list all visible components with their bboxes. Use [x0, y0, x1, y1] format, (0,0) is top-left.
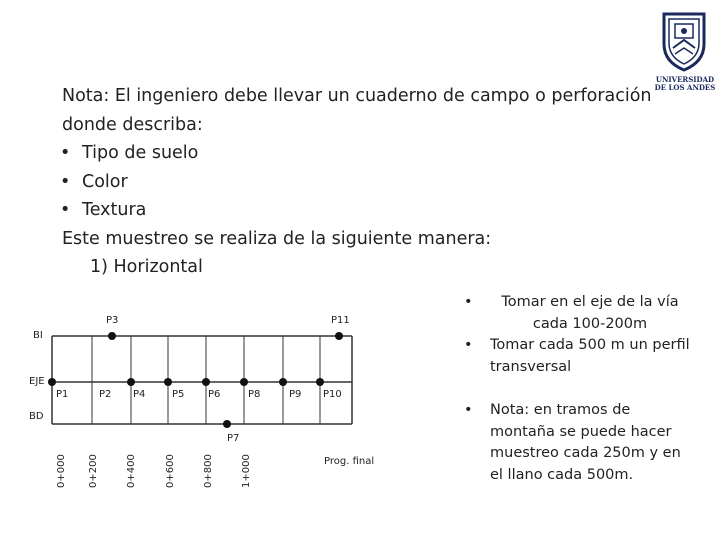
note-intro-line1: Nota: El ingeniero debe llevar un cuaderno de campo o perforación: [62, 86, 652, 106]
field-notebook-note: [62, 82, 652, 282]
bullet-text: Textura: [82, 200, 147, 220]
point-p7: [223, 420, 231, 428]
point-p11: [335, 332, 343, 340]
logo-name-line1: UNIVERSIDAD: [655, 75, 715, 84]
station-label: 0+200: [88, 454, 99, 488]
sampling-diagram: [0, 300, 460, 500]
point-p8: [240, 378, 248, 386]
station-label: 0+800: [203, 454, 214, 488]
note-numbered-item: 1) Horizontal: [90, 257, 203, 277]
point-p5: [164, 378, 172, 386]
bi-label: BI: [33, 330, 43, 341]
university-logo: [654, 10, 714, 100]
university-crest-icon: [658, 10, 710, 72]
point-label-p4: P4: [133, 389, 146, 400]
bullet-text: Tipo de suelo: [82, 143, 199, 163]
point-label-p8: P8: [248, 389, 261, 400]
right-note-text: Nota: en tramos de montaña se puede hacer muestreo cada 250m y en el llano cada 500m.: [490, 402, 681, 483]
point-label-p2: P2: [99, 389, 112, 400]
right-note-group-1: [464, 292, 690, 378]
bullet-item: • Tipo de suelo: [60, 143, 199, 163]
bullet-item: • Color: [60, 171, 128, 192]
right-note-item: • Tomar en el eje de la vía cada 100-200m: [464, 294, 679, 332]
eje-label: EJE: [29, 376, 45, 387]
right-note-text: Tomar en el eje de la vía cada 100-200m: [501, 294, 679, 332]
right-note-group-2: [464, 400, 686, 486]
point-p9: [279, 378, 287, 386]
point-label-p3: P3: [106, 315, 119, 326]
right-note-text: Tomar cada 500 m un perfil transversal: [490, 337, 690, 375]
right-note-item: • Tomar cada 500 m un perfil transversal: [464, 337, 690, 375]
note-after-line: Este muestreo se realiza de la siguiente manera:: [62, 228, 492, 249]
station-label: 0+000: [56, 454, 67, 488]
end-label: Prog. final: [324, 456, 375, 467]
point-p6: [202, 378, 210, 386]
point-label-p10: P10: [323, 389, 342, 400]
point-p10: [316, 378, 324, 386]
station-label: 1+000: [241, 454, 252, 488]
bullet-item: • Textura: [60, 200, 147, 220]
point-p4: [127, 378, 135, 386]
station-label: 0+600: [165, 454, 176, 488]
bullet-text: Color: [82, 171, 128, 192]
point-label-p6: P6: [208, 389, 221, 400]
point-label-p9: P9: [289, 389, 302, 400]
point-label-p5: P5: [172, 389, 185, 400]
point-p3: [108, 332, 116, 340]
station-label: 0+400: [126, 454, 137, 488]
point-p1: [48, 378, 56, 386]
point-label-p1: P1: [56, 389, 69, 400]
point-label-p11: P11: [331, 315, 350, 326]
note-intro-line2: donde describa:: [62, 114, 203, 135]
bd-label: BD: [29, 411, 44, 422]
point-label-p7: P7: [227, 433, 240, 444]
logo-name-line2: DE LOS ANDES: [654, 83, 716, 92]
right-note-item: • Nota: en tramos de montaña se puede hacer muestreo cada 250m y en el llano cada 500m.: [464, 402, 681, 483]
